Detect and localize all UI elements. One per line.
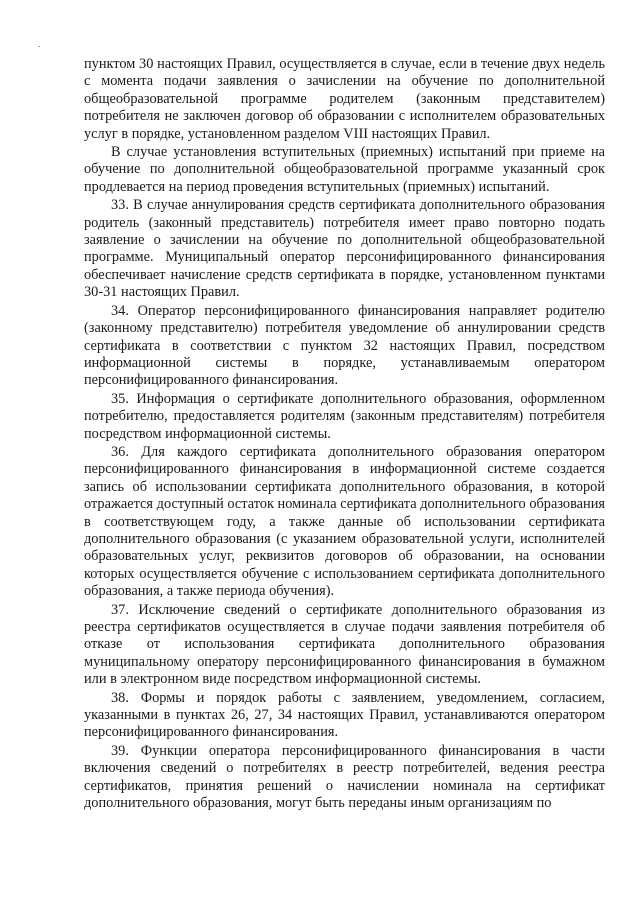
paragraph-35: 35. Информация о сертификате дополнительного образования, оформленном потребителю, предоставляется родителям (законным представителям) потребителя посредством информационной системы.: [84, 390, 605, 442]
document-page: [84, 56, 605, 812]
paragraph-36: 36. Для каждого сертификата дополнительного образования оператором персонифицированного финансирования в информационной системе создается запись об использовании сертификата дополнительного образования, в которой отражается доступный остаток номинала сертификата дополнительного образования в соответствующем году, а также данные об использовании сертификата дополнительного образования (с указанием образовательной услуги, исполнителей образовательных услуг, реквизитов договоров об образовании, на основании которых осуществляется обучение с использованием сертификата дополнительного образования, а также периода обучения).: [84, 443, 605, 600]
paragraph-38: 38. Формы и порядок работы с заявлением, уведомлением, согласием, указанными в пунктах 26, 27, 34 настоящих Правил, устанавливаются оператором персонифицированного финансирования.: [84, 689, 605, 741]
paragraph-continuation: пунктом 30 настоящих Правил, осуществляется в случае, если в течение двух недель с момента подачи заявления о зачислении на обучение по дополнительной общеобразовательной программе родителем (законным представителем) потребителя не заключен договор об образовании с исполнителем образовательных услуг в порядке, установленном разделом VIII настоящих Правил.: [84, 56, 605, 142]
scan-speck: [38, 46, 40, 47]
paragraph-39: 39. Функции оператора персонифицированного финансирования в части включения сведений о потребителях в реестр потребителей, ведения реестра сертификатов, принятия решений о начислении номинала на сертификат дополнительного образования, могут быть переданы иным организациям по: [84, 742, 605, 812]
paragraph-34: 34. Оператор персонифицированного финансирования направляет родителю (законному представителю) потребителя уведомление об аннулировании средств сертификата в соответствии с пунктом 32 настоящих Правил, посредством информационной системы в порядке, устанавливаемым оператором персонифицированного финансирования.: [84, 302, 605, 389]
paragraph-33: 33. В случае аннулирования средств сертификата дополнительного образования родитель (законный представитель) потребителя имеет право повторно подать заявление о зачислении на обучение по дополнительной общеобразовательной программе. Муниципальный оператор персонифицированного финансирования обеспечивает начисление средств сертификата в порядке, установленном пунктами 30-31 настоящих Правил.: [84, 197, 605, 301]
paragraph-37: 37. Исключение сведений о сертификате дополнительного образования из реестра сертификатов осуществляется в случае подачи заявления потребителя об отказе от использования сертификата дополнительного образования муниципальному оператору персонифицированного финансирования в бумажном или в электронном виде посредством информационной системы.: [84, 601, 605, 688]
paragraph-entrance-exams: В случае установления вступительных (приемных) испытаний при приеме на обучение по дополнительной общеобразовательной программе указанный срок продлевается на период проведения вступительных (приемных) испытаний.: [84, 144, 605, 195]
